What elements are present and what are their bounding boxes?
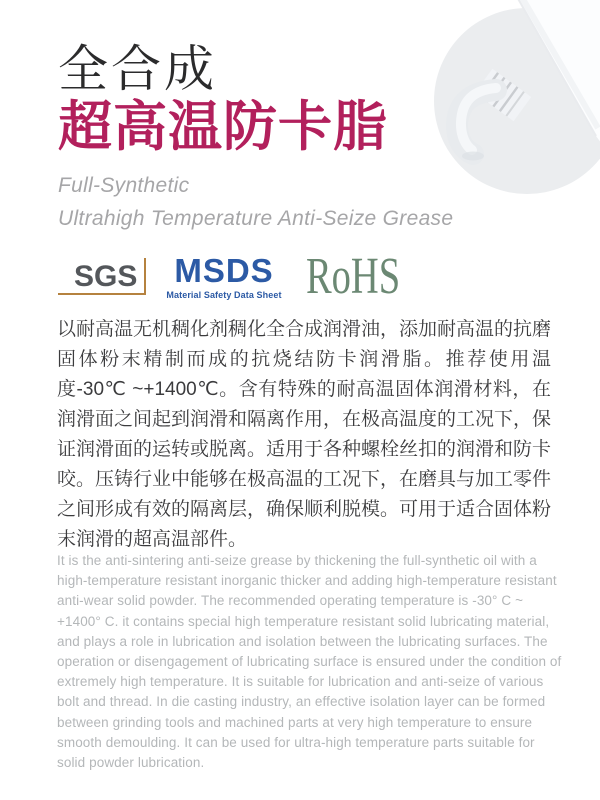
msds-logo-subtext: Material Safety Data Sheet (166, 290, 282, 300)
sgs-vertical-line (144, 258, 146, 295)
msds-logo-text: MSDS (174, 252, 274, 289)
page-title: 全合成 (58, 41, 217, 97)
sgs-logo (58, 256, 146, 298)
description-chinese: 以耐高温无机稠化剂稠化全合成润滑油，添加耐高温的抗磨固体粉末精制而成的抗烧结防卡润滑脂。推荐使用温度-30℃ ~+1400℃。含有特殊的耐高温固体润滑材料，在润滑面之间起到润滑和隔离作用，在极高温度的工况下，保证润滑面的运转或脱离。适用于各种螺栓丝扣的润滑和防卡咬。压铸行业中能够在极高温的工况下，在磨具与加工零件之间形成有效的隔离层，确保顺利脱模。可用于适合固体粉末润滑的超高温部件。 (57, 319, 552, 550)
sgs-logo-text: SGS (74, 260, 138, 293)
sgs-underline (58, 293, 146, 295)
description-english: It is the anti-sintering anti-seize grease by thickening the full-synthetic oil with a high-temperature resistant inorganic thicker and adding high-temperature resistant anti-wear solid powder. The recommended operating temperature is -30° C ~ +1400° C. it contains special high temperature resistant solid lubricating material, and plays a role in lubrication and isolation between the lubricating surfaces. The operation or disengagement of lubricating surface is ensured under the condition of extremely high temperature. It is suitable for lubrication and anti-seize of various bolt and thread. In die casting industry, an effective isolation layer can be formed between grinding tools and machined parts at very high temperature to ensure smooth demoulding. It can be used for ultra-high temperature parts suitable for solid powder lubrication. (57, 553, 562, 771)
rohs-logo: RoHS (306, 248, 401, 305)
subtitle-line-1: Full-Synthetic (58, 174, 190, 197)
page-title-accent: 超高温防卡脂 (58, 97, 388, 157)
subtitle-english (58, 169, 453, 235)
msds-logo (163, 254, 285, 300)
subtitle-line-2: Ultrahigh Temperature Anti-Seize Grease (58, 207, 454, 230)
